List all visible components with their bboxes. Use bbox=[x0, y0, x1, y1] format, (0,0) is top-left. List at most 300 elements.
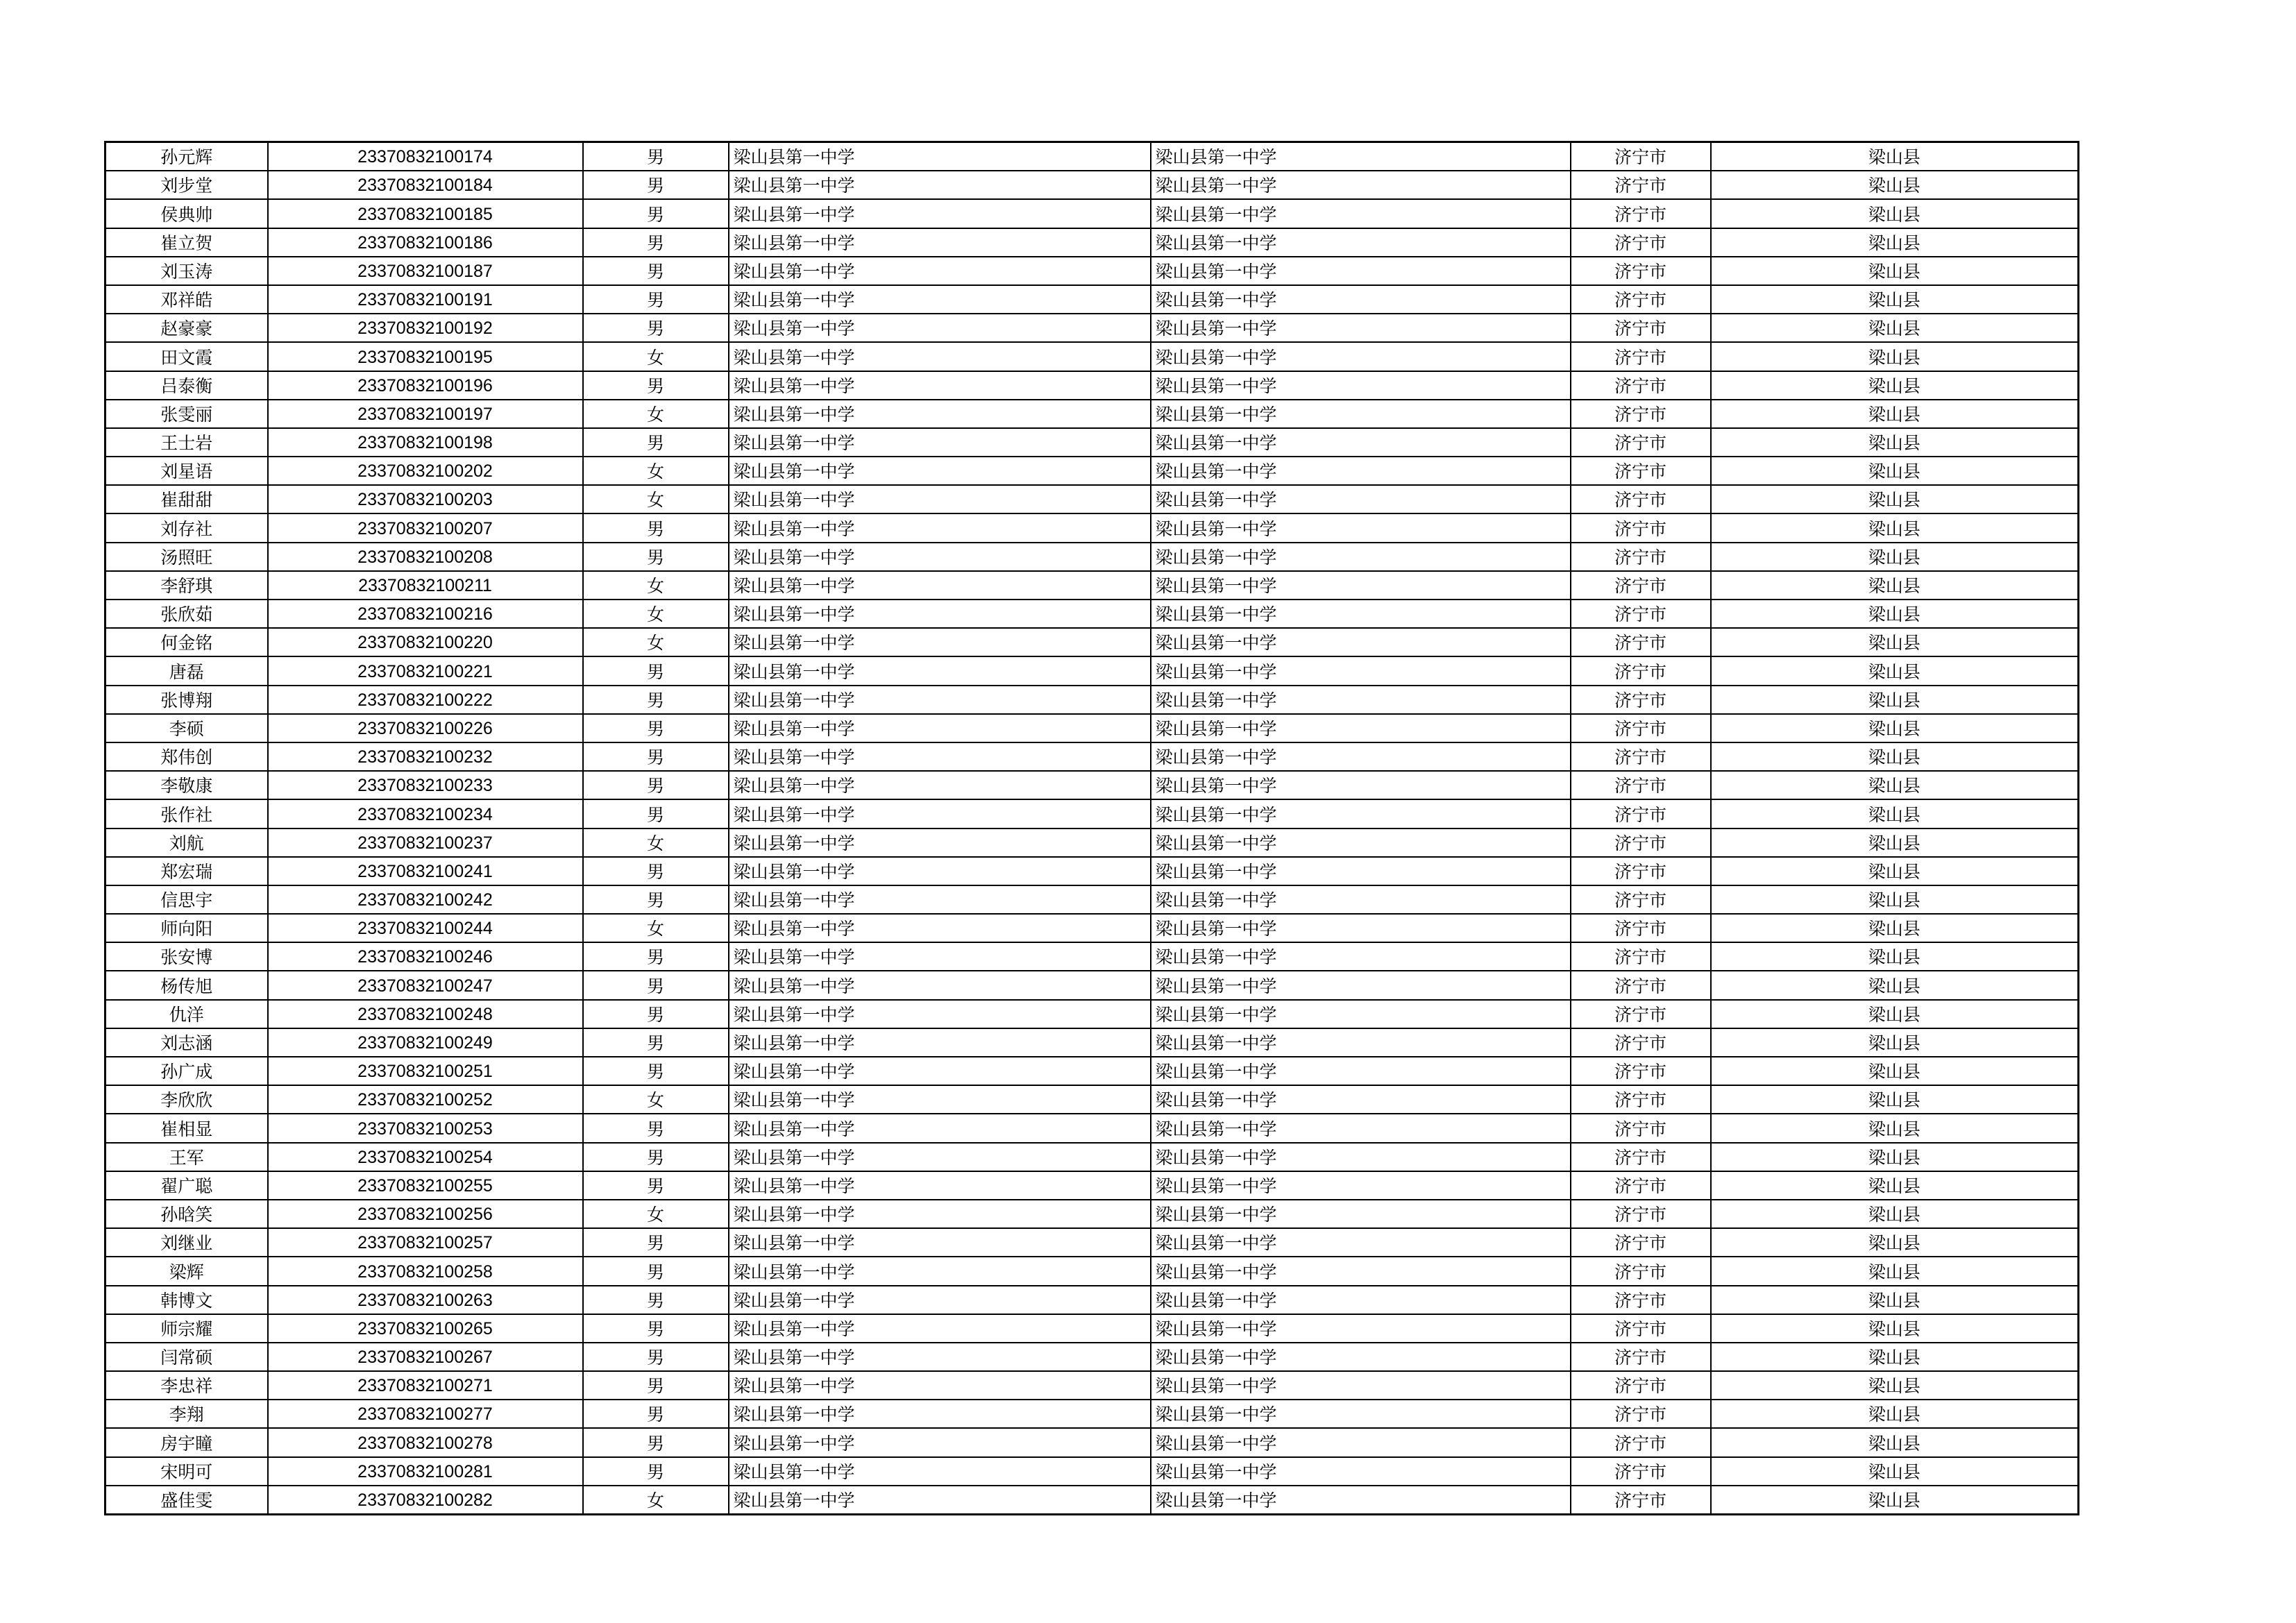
city-cell: 济宁市 bbox=[1571, 1428, 1711, 1456]
school-cell: 梁山县第一中学 bbox=[729, 1143, 1151, 1171]
county-cell: 梁山县 bbox=[1711, 1200, 2079, 1228]
graduation-school-cell: 梁山县第一中学 bbox=[1151, 199, 1571, 228]
student-name-cell: 翟广聪 bbox=[105, 1171, 268, 1200]
city-cell: 济宁市 bbox=[1571, 857, 1711, 885]
exam-id-cell: 23370832100257 bbox=[268, 1228, 583, 1257]
school-cell: 梁山县第一中学 bbox=[729, 1171, 1151, 1200]
school-cell: 梁山县第一中学 bbox=[729, 771, 1151, 799]
school-cell: 梁山县第一中学 bbox=[729, 457, 1151, 485]
gender-cell: 男 bbox=[583, 257, 729, 285]
table-row bbox=[105, 199, 2079, 228]
table-row bbox=[105, 342, 2079, 371]
student-list-table bbox=[104, 141, 2079, 1515]
gender-cell: 男 bbox=[583, 1057, 729, 1085]
graduation-school-cell: 梁山县第一中学 bbox=[1151, 1457, 1571, 1486]
city-cell: 济宁市 bbox=[1571, 371, 1711, 400]
graduation-school-cell: 梁山县第一中学 bbox=[1151, 742, 1571, 771]
student-name-cell: 王军 bbox=[105, 1143, 268, 1171]
table-row bbox=[105, 1143, 2079, 1171]
table-row bbox=[105, 400, 2079, 428]
county-cell: 梁山县 bbox=[1711, 513, 2079, 542]
graduation-school-cell: 梁山县第一中学 bbox=[1151, 513, 1571, 542]
gender-cell: 女 bbox=[583, 829, 729, 857]
gender-cell: 男 bbox=[583, 314, 729, 342]
graduation-school-cell: 梁山县第一中学 bbox=[1151, 656, 1571, 685]
graduation-school-cell: 梁山县第一中学 bbox=[1151, 457, 1571, 485]
graduation-school-cell: 梁山县第一中学 bbox=[1151, 1028, 1571, 1057]
gender-cell: 男 bbox=[583, 686, 729, 714]
city-cell: 济宁市 bbox=[1571, 199, 1711, 228]
student-name-cell: 刘航 bbox=[105, 829, 268, 857]
school-cell: 梁山县第一中学 bbox=[729, 714, 1151, 742]
student-name-cell: 汤照旺 bbox=[105, 543, 268, 571]
school-cell: 梁山县第一中学 bbox=[729, 1114, 1151, 1142]
city-cell: 济宁市 bbox=[1571, 714, 1711, 742]
student-name-cell: 崔甜甜 bbox=[105, 485, 268, 513]
graduation-school-cell: 梁山县第一中学 bbox=[1151, 571, 1571, 600]
graduation-school-cell: 梁山县第一中学 bbox=[1151, 628, 1571, 656]
school-cell: 梁山县第一中学 bbox=[729, 199, 1151, 228]
table-row bbox=[105, 513, 2079, 542]
student-name-cell: 何金铭 bbox=[105, 628, 268, 656]
student-name-cell: 吕泰衡 bbox=[105, 371, 268, 400]
city-cell: 济宁市 bbox=[1571, 1314, 1711, 1343]
city-cell: 济宁市 bbox=[1571, 1343, 1711, 1371]
school-cell: 梁山县第一中学 bbox=[729, 1486, 1151, 1515]
table-row bbox=[105, 1343, 2079, 1371]
gender-cell: 女 bbox=[583, 457, 729, 485]
county-cell: 梁山县 bbox=[1711, 686, 2079, 714]
city-cell: 济宁市 bbox=[1571, 600, 1711, 628]
exam-id-cell: 23370832100267 bbox=[268, 1343, 583, 1371]
county-cell: 梁山县 bbox=[1711, 257, 2079, 285]
exam-id-cell: 23370832100221 bbox=[268, 656, 583, 685]
graduation-school-cell: 梁山县第一中学 bbox=[1151, 1343, 1571, 1371]
county-cell: 梁山县 bbox=[1711, 199, 2079, 228]
gender-cell: 女 bbox=[583, 400, 729, 428]
gender-cell: 男 bbox=[583, 1228, 729, 1257]
exam-id-cell: 23370832100282 bbox=[268, 1486, 583, 1515]
school-cell: 梁山县第一中学 bbox=[729, 1286, 1151, 1314]
gender-cell: 男 bbox=[583, 1400, 729, 1428]
exam-id-cell: 23370832100232 bbox=[268, 742, 583, 771]
exam-id-cell: 23370832100249 bbox=[268, 1028, 583, 1057]
graduation-school-cell: 梁山县第一中学 bbox=[1151, 314, 1571, 342]
student-name-cell: 崔立贺 bbox=[105, 228, 268, 257]
graduation-school-cell: 梁山县第一中学 bbox=[1151, 1286, 1571, 1314]
gender-cell: 男 bbox=[583, 1257, 729, 1285]
exam-id-cell: 23370832100265 bbox=[268, 1314, 583, 1343]
county-cell: 梁山县 bbox=[1711, 885, 2079, 914]
county-cell: 梁山县 bbox=[1711, 428, 2079, 457]
exam-id-cell: 23370832100254 bbox=[268, 1143, 583, 1171]
graduation-school-cell: 梁山县第一中学 bbox=[1151, 1171, 1571, 1200]
gender-cell: 男 bbox=[583, 543, 729, 571]
graduation-school-cell: 梁山县第一中学 bbox=[1151, 829, 1571, 857]
table-row bbox=[105, 942, 2079, 971]
graduation-school-cell: 梁山县第一中学 bbox=[1151, 1143, 1571, 1171]
student-name-cell: 张博翔 bbox=[105, 686, 268, 714]
graduation-school-cell: 梁山县第一中学 bbox=[1151, 400, 1571, 428]
city-cell: 济宁市 bbox=[1571, 342, 1711, 371]
student-name-cell: 盛佳雯 bbox=[105, 1486, 268, 1515]
table-row bbox=[105, 1457, 2079, 1486]
county-cell: 梁山县 bbox=[1711, 799, 2079, 828]
graduation-school-cell: 梁山县第一中学 bbox=[1151, 885, 1571, 914]
table-row bbox=[105, 1000, 2079, 1028]
school-cell: 梁山县第一中学 bbox=[729, 1457, 1151, 1486]
school-cell: 梁山县第一中学 bbox=[729, 1314, 1151, 1343]
graduation-school-cell: 梁山县第一中学 bbox=[1151, 171, 1571, 199]
county-cell: 梁山县 bbox=[1711, 628, 2079, 656]
city-cell: 济宁市 bbox=[1571, 1114, 1711, 1142]
table-row bbox=[105, 371, 2079, 400]
student-name-cell: 李欣欣 bbox=[105, 1085, 268, 1114]
school-cell: 梁山县第一中学 bbox=[729, 314, 1151, 342]
exam-id-cell: 23370832100255 bbox=[268, 1171, 583, 1200]
graduation-school-cell: 梁山县第一中学 bbox=[1151, 1314, 1571, 1343]
graduation-school-cell: 梁山县第一中学 bbox=[1151, 600, 1571, 628]
city-cell: 济宁市 bbox=[1571, 1143, 1711, 1171]
exam-id-cell: 23370832100241 bbox=[268, 857, 583, 885]
city-cell: 济宁市 bbox=[1571, 428, 1711, 457]
graduation-school-cell: 梁山县第一中学 bbox=[1151, 543, 1571, 571]
student-name-cell: 孙晗笑 bbox=[105, 1200, 268, 1228]
student-name-cell: 张欣茹 bbox=[105, 600, 268, 628]
student-name-cell: 张安博 bbox=[105, 942, 268, 971]
graduation-school-cell: 梁山县第一中学 bbox=[1151, 971, 1571, 999]
school-cell: 梁山县第一中学 bbox=[729, 1085, 1151, 1114]
county-cell: 梁山县 bbox=[1711, 342, 2079, 371]
gender-cell: 女 bbox=[583, 571, 729, 600]
exam-id-cell: 23370832100244 bbox=[268, 914, 583, 942]
school-cell: 梁山县第一中学 bbox=[729, 342, 1151, 371]
county-cell: 梁山县 bbox=[1711, 1371, 2079, 1400]
gender-cell: 男 bbox=[583, 371, 729, 400]
student-name-cell: 刘星语 bbox=[105, 457, 268, 485]
county-cell: 梁山县 bbox=[1711, 1314, 2079, 1343]
gender-cell: 男 bbox=[583, 1114, 729, 1142]
city-cell: 济宁市 bbox=[1571, 771, 1711, 799]
student-name-cell: 刘继业 bbox=[105, 1228, 268, 1257]
exam-id-cell: 23370832100208 bbox=[268, 543, 583, 571]
exam-id-cell: 23370832100242 bbox=[268, 885, 583, 914]
gender-cell: 男 bbox=[583, 799, 729, 828]
student-name-cell: 孙广成 bbox=[105, 1057, 268, 1085]
exam-id-cell: 23370832100253 bbox=[268, 1114, 583, 1142]
school-cell: 梁山县第一中学 bbox=[729, 914, 1151, 942]
table-row bbox=[105, 857, 2079, 885]
table-row bbox=[105, 1314, 2079, 1343]
exam-id-cell: 23370832100185 bbox=[268, 199, 583, 228]
county-cell: 梁山县 bbox=[1711, 1057, 2079, 1085]
county-cell: 梁山县 bbox=[1711, 1143, 2079, 1171]
county-cell: 梁山县 bbox=[1711, 1343, 2079, 1371]
table-row bbox=[105, 1114, 2079, 1142]
student-name-cell: 王士岩 bbox=[105, 428, 268, 457]
gender-cell: 男 bbox=[583, 1314, 729, 1343]
exam-id-cell: 23370832100195 bbox=[268, 342, 583, 371]
exam-id-cell: 23370832100246 bbox=[268, 942, 583, 971]
exam-id-cell: 23370832100278 bbox=[268, 1428, 583, 1456]
school-cell: 梁山县第一中学 bbox=[729, 1371, 1151, 1400]
school-cell: 梁山县第一中学 bbox=[729, 1057, 1151, 1085]
city-cell: 济宁市 bbox=[1571, 656, 1711, 685]
exam-id-cell: 23370832100263 bbox=[268, 1286, 583, 1314]
exam-id-cell: 23370832100198 bbox=[268, 428, 583, 457]
graduation-school-cell: 梁山县第一中学 bbox=[1151, 342, 1571, 371]
school-cell: 梁山县第一中学 bbox=[729, 400, 1151, 428]
student-name-cell: 宋明可 bbox=[105, 1457, 268, 1486]
school-cell: 梁山县第一中学 bbox=[729, 1028, 1151, 1057]
county-cell: 梁山县 bbox=[1711, 656, 2079, 685]
table-row bbox=[105, 1400, 2079, 1428]
student-name-cell: 李舒琪 bbox=[105, 571, 268, 600]
exam-id-cell: 23370832100196 bbox=[268, 371, 583, 400]
graduation-school-cell: 梁山县第一中学 bbox=[1151, 942, 1571, 971]
county-cell: 梁山县 bbox=[1711, 142, 2079, 171]
exam-id-cell: 23370832100211 bbox=[268, 571, 583, 600]
exam-id-cell: 23370832100247 bbox=[268, 971, 583, 999]
gender-cell: 女 bbox=[583, 342, 729, 371]
exam-id-cell: 23370832100207 bbox=[268, 513, 583, 542]
table-row bbox=[105, 171, 2079, 199]
gender-cell: 女 bbox=[583, 628, 729, 656]
county-cell: 梁山县 bbox=[1711, 857, 2079, 885]
city-cell: 济宁市 bbox=[1571, 285, 1711, 314]
exam-id-cell: 23370832100222 bbox=[268, 686, 583, 714]
table-row bbox=[105, 142, 2079, 171]
county-cell: 梁山县 bbox=[1711, 1257, 2079, 1285]
graduation-school-cell: 梁山县第一中学 bbox=[1151, 371, 1571, 400]
city-cell: 济宁市 bbox=[1571, 228, 1711, 257]
table-row bbox=[105, 885, 2079, 914]
table-row bbox=[105, 714, 2079, 742]
table-row bbox=[105, 485, 2079, 513]
exam-id-cell: 23370832100216 bbox=[268, 600, 583, 628]
school-cell: 梁山县第一中学 bbox=[729, 371, 1151, 400]
school-cell: 梁山县第一中学 bbox=[729, 228, 1151, 257]
city-cell: 济宁市 bbox=[1571, 257, 1711, 285]
table-row bbox=[105, 1028, 2079, 1057]
gender-cell: 男 bbox=[583, 1286, 729, 1314]
exam-id-cell: 23370832100281 bbox=[268, 1457, 583, 1486]
school-cell: 梁山县第一中学 bbox=[729, 885, 1151, 914]
gender-cell: 男 bbox=[583, 1457, 729, 1486]
county-cell: 梁山县 bbox=[1711, 1286, 2079, 1314]
student-name-cell: 李翔 bbox=[105, 1400, 268, 1428]
student-name-cell: 李忠祥 bbox=[105, 1371, 268, 1400]
county-cell: 梁山县 bbox=[1711, 171, 2079, 199]
county-cell: 梁山县 bbox=[1711, 942, 2079, 971]
gender-cell: 男 bbox=[583, 199, 729, 228]
graduation-school-cell: 梁山县第一中学 bbox=[1151, 257, 1571, 285]
gender-cell: 男 bbox=[583, 142, 729, 171]
student-name-cell: 崔相显 bbox=[105, 1114, 268, 1142]
student-name-cell: 郑伟创 bbox=[105, 742, 268, 771]
exam-id-cell: 23370832100248 bbox=[268, 1000, 583, 1028]
gender-cell: 男 bbox=[583, 1143, 729, 1171]
school-cell: 梁山县第一中学 bbox=[729, 857, 1151, 885]
table-row bbox=[105, 628, 2079, 656]
gender-cell: 男 bbox=[583, 428, 729, 457]
gender-cell: 男 bbox=[583, 1028, 729, 1057]
exam-id-cell: 23370832100233 bbox=[268, 771, 583, 799]
county-cell: 梁山县 bbox=[1711, 1171, 2079, 1200]
student-name-cell: 韩博文 bbox=[105, 1286, 268, 1314]
exam-id-cell: 23370832100187 bbox=[268, 257, 583, 285]
city-cell: 济宁市 bbox=[1571, 1371, 1711, 1400]
gender-cell: 男 bbox=[583, 742, 729, 771]
gender-cell: 女 bbox=[583, 1486, 729, 1515]
city-cell: 济宁市 bbox=[1571, 686, 1711, 714]
school-cell: 梁山县第一中学 bbox=[729, 1343, 1151, 1371]
student-name-cell: 刘志涵 bbox=[105, 1028, 268, 1057]
student-name-cell: 房宇瞳 bbox=[105, 1428, 268, 1456]
table-body bbox=[105, 142, 2079, 1515]
student-name-cell: 李敬康 bbox=[105, 771, 268, 799]
school-cell: 梁山县第一中学 bbox=[729, 686, 1151, 714]
city-cell: 济宁市 bbox=[1571, 1171, 1711, 1200]
city-cell: 济宁市 bbox=[1571, 742, 1711, 771]
school-cell: 梁山县第一中学 bbox=[729, 600, 1151, 628]
county-cell: 梁山县 bbox=[1711, 1114, 2079, 1142]
student-name-cell: 郑宏瑞 bbox=[105, 857, 268, 885]
table-row bbox=[105, 600, 2079, 628]
school-cell: 梁山县第一中学 bbox=[729, 942, 1151, 971]
city-cell: 济宁市 bbox=[1571, 457, 1711, 485]
city-cell: 济宁市 bbox=[1571, 1085, 1711, 1114]
table-row bbox=[105, 971, 2079, 999]
gender-cell: 男 bbox=[583, 513, 729, 542]
county-cell: 梁山县 bbox=[1711, 1400, 2079, 1428]
table-row bbox=[105, 914, 2079, 942]
graduation-school-cell: 梁山县第一中学 bbox=[1151, 285, 1571, 314]
table-row bbox=[105, 771, 2079, 799]
student-name-cell: 张作社 bbox=[105, 799, 268, 828]
county-cell: 梁山县 bbox=[1711, 600, 2079, 628]
graduation-school-cell: 梁山县第一中学 bbox=[1151, 428, 1571, 457]
school-cell: 梁山县第一中学 bbox=[729, 171, 1151, 199]
county-cell: 梁山县 bbox=[1711, 1457, 2079, 1486]
city-cell: 济宁市 bbox=[1571, 1400, 1711, 1428]
exam-id-cell: 23370832100234 bbox=[268, 799, 583, 828]
county-cell: 梁山县 bbox=[1711, 1486, 2079, 1515]
county-cell: 梁山县 bbox=[1711, 714, 2079, 742]
student-name-cell: 侯典帅 bbox=[105, 199, 268, 228]
table-row bbox=[105, 571, 2079, 600]
gender-cell: 男 bbox=[583, 857, 729, 885]
county-cell: 梁山县 bbox=[1711, 314, 2079, 342]
graduation-school-cell: 梁山县第一中学 bbox=[1151, 1085, 1571, 1114]
table-row bbox=[105, 656, 2079, 685]
table-row bbox=[105, 1486, 2079, 1515]
city-cell: 济宁市 bbox=[1571, 571, 1711, 600]
school-cell: 梁山县第一中学 bbox=[729, 1428, 1151, 1456]
student-name-cell: 仇洋 bbox=[105, 1000, 268, 1028]
table-row bbox=[105, 1200, 2079, 1228]
city-cell: 济宁市 bbox=[1571, 485, 1711, 513]
table-row bbox=[105, 228, 2079, 257]
city-cell: 济宁市 bbox=[1571, 1000, 1711, 1028]
gender-cell: 男 bbox=[583, 1428, 729, 1456]
gender-cell: 男 bbox=[583, 714, 729, 742]
table-row bbox=[105, 1085, 2079, 1114]
table-row bbox=[105, 742, 2079, 771]
student-name-cell: 刘步堂 bbox=[105, 171, 268, 199]
table-row bbox=[105, 686, 2079, 714]
city-cell: 济宁市 bbox=[1571, 1257, 1711, 1285]
gender-cell: 男 bbox=[583, 656, 729, 685]
table-row bbox=[105, 1228, 2079, 1257]
school-cell: 梁山县第一中学 bbox=[729, 142, 1151, 171]
exam-id-cell: 23370832100192 bbox=[268, 314, 583, 342]
student-name-cell: 邓祥皓 bbox=[105, 285, 268, 314]
city-cell: 济宁市 bbox=[1571, 513, 1711, 542]
exam-id-cell: 23370832100277 bbox=[268, 1400, 583, 1428]
gender-cell: 男 bbox=[583, 171, 729, 199]
student-name-cell: 梁辉 bbox=[105, 1257, 268, 1285]
graduation-school-cell: 梁山县第一中学 bbox=[1151, 771, 1571, 799]
graduation-school-cell: 梁山县第一中学 bbox=[1151, 1000, 1571, 1028]
student-name-cell: 张雯丽 bbox=[105, 400, 268, 428]
exam-id-cell: 23370832100186 bbox=[268, 228, 583, 257]
county-cell: 梁山县 bbox=[1711, 1428, 2079, 1456]
graduation-school-cell: 梁山县第一中学 bbox=[1151, 142, 1571, 171]
table-row bbox=[105, 1371, 2079, 1400]
gender-cell: 女 bbox=[583, 914, 729, 942]
table-row bbox=[105, 1171, 2079, 1200]
exam-id-cell: 23370832100251 bbox=[268, 1057, 583, 1085]
city-cell: 济宁市 bbox=[1571, 142, 1711, 171]
gender-cell: 男 bbox=[583, 285, 729, 314]
school-cell: 梁山县第一中学 bbox=[729, 571, 1151, 600]
gender-cell: 男 bbox=[583, 942, 729, 971]
city-cell: 济宁市 bbox=[1571, 829, 1711, 857]
school-cell: 梁山县第一中学 bbox=[729, 971, 1151, 999]
student-name-cell: 李硕 bbox=[105, 714, 268, 742]
city-cell: 济宁市 bbox=[1571, 1486, 1711, 1515]
graduation-school-cell: 梁山县第一中学 bbox=[1151, 228, 1571, 257]
table-row bbox=[105, 1286, 2079, 1314]
school-cell: 梁山县第一中学 bbox=[729, 829, 1151, 857]
county-cell: 梁山县 bbox=[1711, 457, 2079, 485]
city-cell: 济宁市 bbox=[1571, 400, 1711, 428]
graduation-school-cell: 梁山县第一中学 bbox=[1151, 1400, 1571, 1428]
gender-cell: 男 bbox=[583, 1343, 729, 1371]
city-cell: 济宁市 bbox=[1571, 1457, 1711, 1486]
city-cell: 济宁市 bbox=[1571, 914, 1711, 942]
school-cell: 梁山县第一中学 bbox=[729, 543, 1151, 571]
city-cell: 济宁市 bbox=[1571, 628, 1711, 656]
school-cell: 梁山县第一中学 bbox=[729, 257, 1151, 285]
table-row bbox=[105, 285, 2079, 314]
exam-id-cell: 23370832100202 bbox=[268, 457, 583, 485]
graduation-school-cell: 梁山县第一中学 bbox=[1151, 1486, 1571, 1515]
school-cell: 梁山县第一中学 bbox=[729, 628, 1151, 656]
city-cell: 济宁市 bbox=[1571, 799, 1711, 828]
student-name-cell: 师宗耀 bbox=[105, 1314, 268, 1343]
exam-id-cell: 23370832100197 bbox=[268, 400, 583, 428]
school-cell: 梁山县第一中学 bbox=[729, 1257, 1151, 1285]
city-cell: 济宁市 bbox=[1571, 942, 1711, 971]
city-cell: 济宁市 bbox=[1571, 1200, 1711, 1228]
gender-cell: 女 bbox=[583, 1200, 729, 1228]
graduation-school-cell: 梁山县第一中学 bbox=[1151, 686, 1571, 714]
graduation-school-cell: 梁山县第一中学 bbox=[1151, 1228, 1571, 1257]
graduation-school-cell: 梁山县第一中学 bbox=[1151, 1057, 1571, 1085]
table-row bbox=[105, 314, 2079, 342]
